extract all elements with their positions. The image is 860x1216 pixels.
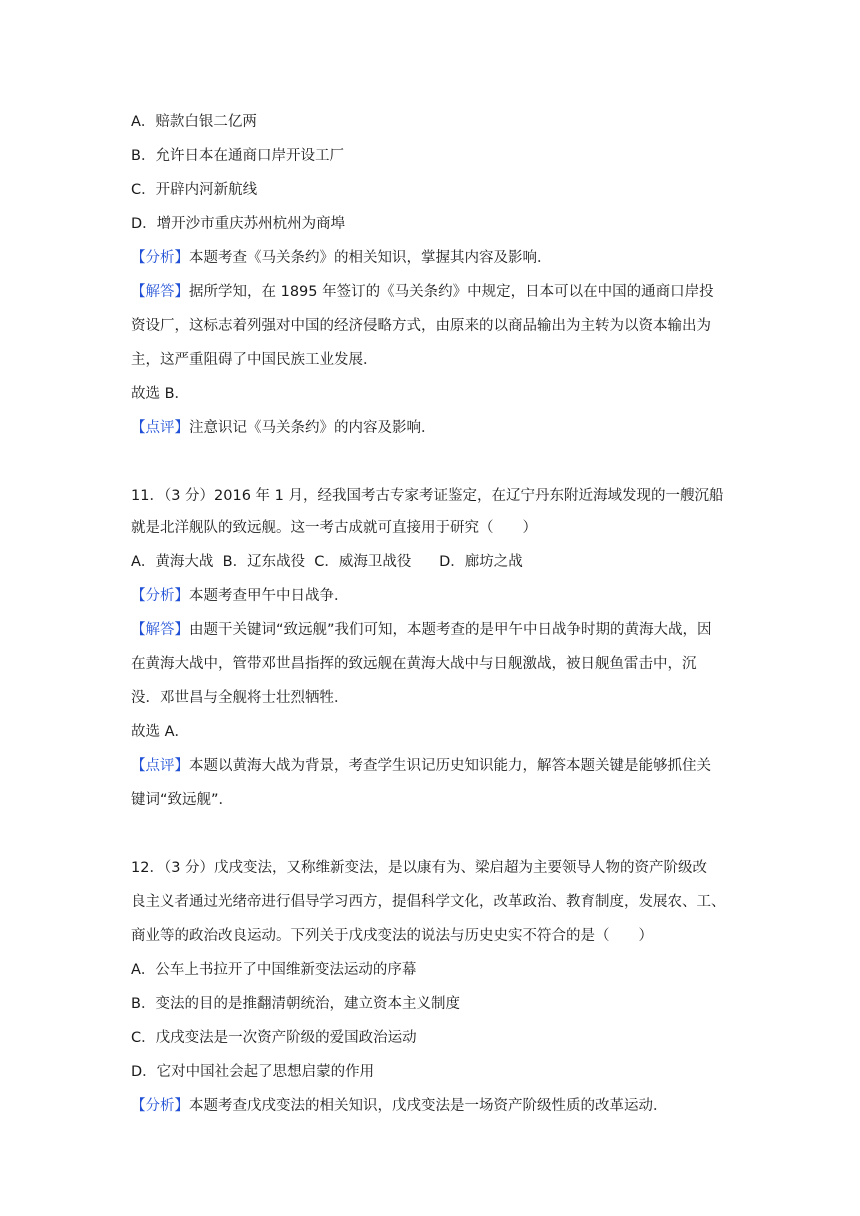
comment-text: 注意识记《马关条约》的内容及影响． bbox=[189, 420, 436, 436]
analysis-tag: 【分析】 bbox=[131, 1098, 189, 1114]
q10-answer-line-2: 资设厂，这标志着列强对中国的经济侵略方式，由原来的以商品输出为主转为以资本输出为 bbox=[131, 318, 711, 334]
q12-stem-line-2: 良主义者通过光绪帝进行倡导学习西方，提倡科学文化，改革政治、教育制度，发展农、工、 bbox=[131, 894, 726, 910]
answer-tag: 【解答】 bbox=[131, 284, 189, 300]
answer-tag: 【解答】 bbox=[131, 622, 189, 638]
q10-analysis bbox=[131, 248, 552, 268]
analysis-text: 本题考查戊戌变法的相关知识，戊戌变法是一场资产阶级性质的改革运动． bbox=[189, 1098, 668, 1114]
q11-analysis bbox=[131, 586, 349, 606]
analysis-tag: 【分析】 bbox=[131, 588, 189, 604]
q10-option-c: C．开辟内河新航线 bbox=[131, 182, 258, 198]
q11-answer-line-2: 在黄海大战中，管带邓世昌指挥的致远舰在黄海大战中与日舰激战，被日舰鱼雷击中，沉 bbox=[131, 656, 697, 672]
q12-option-d: D．它对中国社会起了思想启蒙的作用 bbox=[131, 1064, 375, 1080]
comment-tag: 【点评】 bbox=[131, 420, 189, 436]
q10-choice: 故选 B． bbox=[131, 386, 190, 402]
q11-answer-line-3: 没．邓世昌与全舰将士壮烈牺牲． bbox=[131, 690, 349, 706]
q10-option-a: A．赔款白银二亿两 bbox=[131, 114, 257, 130]
q12-stem-line-1: 12．（3 分）戊戌变法，又称维新变法，是以康有为、梁启超为主要领导人物的资产阶级改 bbox=[131, 860, 708, 876]
q11-choice: 故选 A． bbox=[131, 724, 190, 740]
q11-answer-line-1 bbox=[131, 620, 712, 640]
q11-comment-line-2: 键词“致远舰”． bbox=[131, 792, 234, 808]
q11-comment-line-1 bbox=[131, 756, 711, 776]
q10-option-b: B．允许日本在通商口岸开设工厂 bbox=[131, 148, 344, 164]
comment-text: 本题以黄海大战为背景，考查学生识记历史知识能力，解答本题关键是能够抓住关 bbox=[189, 758, 711, 774]
q10-option-d: D．增开沙市重庆苏州杭州为商埠 bbox=[131, 216, 346, 232]
q10-comment bbox=[131, 418, 436, 438]
q10-answer-line-3: 主，这严重阻碍了中国民族工业发展． bbox=[131, 352, 378, 368]
q12-option-b: B．变法的目的是推翻清朝统治，建立资本主义制度 bbox=[131, 996, 460, 1012]
q11-stem-line-1: 11．（3 分）2016 年 1 月，经我国考古专家考证鉴定，在辽宁丹东附近海域发现的一艘沉船 bbox=[131, 488, 724, 504]
q10-answer-line-1 bbox=[131, 282, 714, 302]
q12-analysis bbox=[131, 1096, 668, 1116]
comment-tag: 【点评】 bbox=[131, 758, 189, 774]
analysis-tag: 【分析】 bbox=[131, 250, 189, 266]
q12-option-a: A．公车上书拉开了中国维新变法运动的序幕 bbox=[131, 962, 417, 978]
q12-option-c: C．戊戌变法是一次资产阶级的爱国政治运动 bbox=[131, 1030, 417, 1046]
q11-stem-line-2: 就是北洋舰队的致远舰。这一考古成就可直接用于研究（ ） bbox=[131, 520, 537, 536]
q11-options: A．黄海大战 B．辽东战役 C．威海卫战役 D．廊坊之战 bbox=[131, 554, 523, 570]
q12-stem-line-3: 商业等的政治改良运动。下列关于戊戌变法的说法与历史史实不符合的是（ ） bbox=[131, 928, 653, 944]
answer-text: 由题干关键词“致远舰”我们可知，本题考查的是甲午中日战争时期的黄海大战，因 bbox=[189, 622, 712, 638]
analysis-text: 本题考查甲午中日战争． bbox=[189, 588, 349, 604]
analysis-text: 本题考查《马关条约》的相关知识，掌握其内容及影响． bbox=[189, 250, 552, 266]
answer-text: 据所学知，在 1895 年签订的《马关条约》中规定，日本可以在中国的通商口岸投 bbox=[189, 284, 714, 300]
